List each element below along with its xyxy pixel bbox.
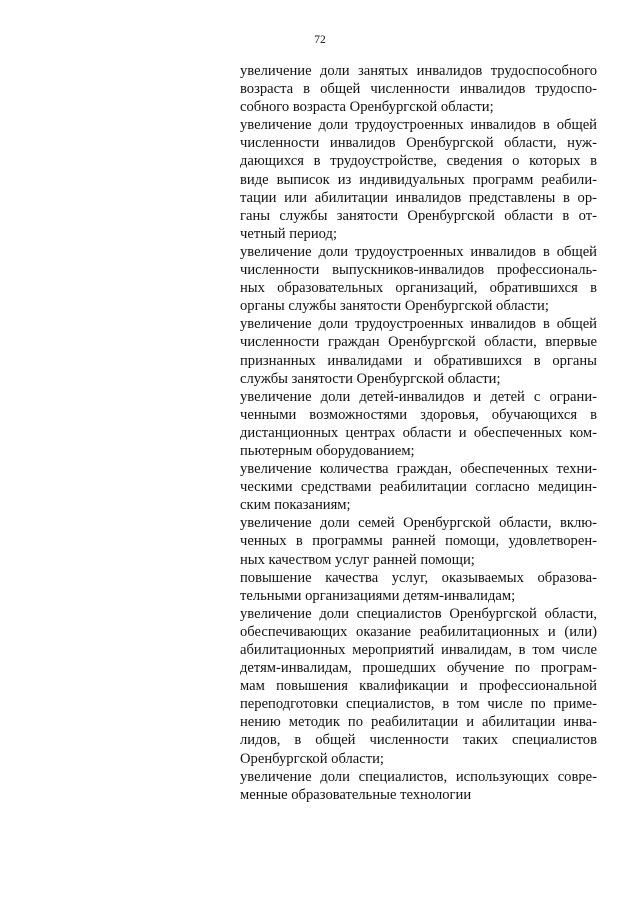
text-line: службы занятости Оренбургской области;	[240, 370, 501, 387]
text-line: дающихся в трудоустройстве, сведения о которых в	[240, 153, 597, 170]
text-line: численности выпускников-инвалидов профессиональ-	[240, 262, 597, 279]
text-line: увеличение доли занятых инвалидов трудоспособного	[240, 63, 597, 79]
text-line: мам повышения квалификации и профессиональной	[240, 678, 597, 695]
text-line: ченных в программы ранней помощи, удовлетворен-	[240, 533, 597, 550]
text-line: увеличение доли трудоустроенных инвалидов в общей	[240, 316, 597, 333]
text-line: детям-инвалидам, прошедших обучение по програм-	[240, 660, 597, 677]
text-line: обеспечивающих оказание реабилитационных и (или)	[240, 623, 597, 640]
text-line: возраста в общей численности инвалидов трудоспо-	[240, 81, 597, 98]
text-line: увеличение доли трудоустроенных инвалидов в общей	[240, 117, 597, 134]
text-line: ганы службы занятости Оренбургской области в от-	[240, 207, 597, 224]
text-line: увеличение количества граждан, обеспеченных техни-	[240, 461, 597, 478]
text-line: численности граждан Оренбургской области, впервые	[240, 334, 597, 351]
text-line: менные образовательные технологии	[240, 786, 472, 803]
document-text	[240, 62, 597, 804]
text-line: абилитационных мероприятий инвалидам, в том числе	[240, 642, 597, 658]
text-line: ченными возможностями здоровья, обучающихся в	[240, 406, 597, 423]
text-line: ским показаниям;	[240, 497, 351, 514]
text-line: нению методик по реабилитации и абилитации инва-	[240, 714, 597, 731]
text-line: тации или абилитации инвалидов представлены в ор-	[240, 189, 597, 206]
text-line: Оренбургской области;	[240, 750, 384, 767]
text-line: органы службы занятости Оренбургской области;	[240, 298, 549, 315]
text-line: увеличение доли семей Оренбургской области, вклю-	[240, 515, 597, 532]
text-line: увеличение доли специалистов Оренбургской области,	[240, 605, 597, 622]
text-line: численности инвалидов Оренбургской области, нуж-	[240, 135, 597, 152]
text-line: виде выписок из индивидуальных программ реабили-	[240, 171, 597, 188]
text-line: лидов, в общей численности таких специалистов	[240, 732, 597, 749]
text-line: ных образовательных организаций, обратившихся в	[240, 280, 597, 297]
text-line: четный период;	[240, 225, 338, 242]
text-line: ных качеством услуг ранней помощи;	[240, 551, 475, 568]
text-line: увеличение доли детей-инвалидов и детей с ограни-	[240, 388, 597, 405]
text-line: тельными организациями детям-инвалидам;	[240, 587, 516, 604]
text-line: дистанционных центрах области и обеспеченных ком-	[240, 424, 597, 441]
text-line: увеличение доли трудоустроенных инвалидов в общей	[240, 243, 597, 260]
page-number: 72	[314, 34, 326, 46]
text-line: переподготовки специалистов, в том числе по приме-	[240, 696, 597, 713]
text-line: пьютерным оборудованием;	[240, 442, 415, 459]
text-line: собного возраста Оренбургской области;	[240, 99, 494, 116]
text-line: признанных инвалидами и обратившихся в органы	[240, 352, 597, 369]
text-line: повышение качества услуг, оказываемых образова-	[240, 569, 597, 586]
text-line: увеличение доли специалистов, использующих совре-	[240, 768, 597, 785]
text-line: ческими средствами реабилитации согласно медицин-	[240, 479, 597, 496]
